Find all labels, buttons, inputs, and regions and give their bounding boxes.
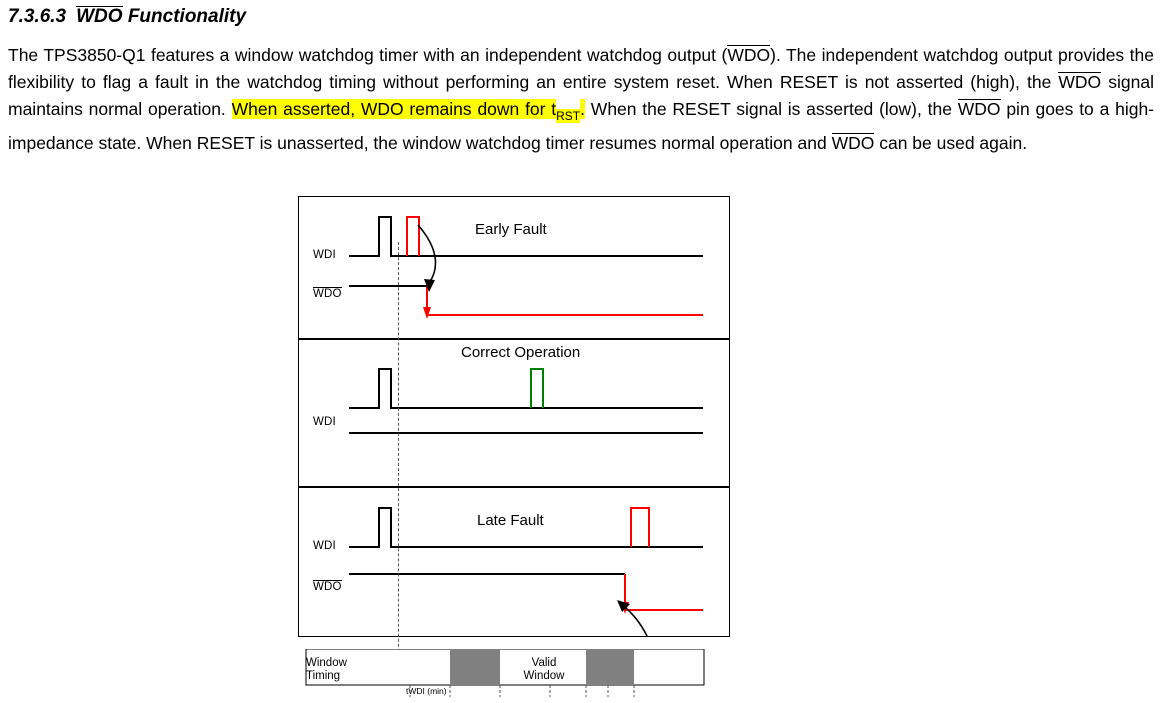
late-wdo-label: WDO xyxy=(313,581,342,593)
paragraph-segment: WDO xyxy=(727,45,771,65)
section-number: 7.3.6.3 xyxy=(8,6,67,27)
body-paragraph xyxy=(8,42,1154,157)
valid-window-label xyxy=(506,657,582,683)
paragraph-segment: . xyxy=(580,99,586,119)
paragraph-segment: RST xyxy=(556,108,581,123)
late-fault-waveform xyxy=(299,488,731,638)
correct-wdi-label: WDI xyxy=(313,416,336,428)
paragraph-segment: can be used again. xyxy=(874,132,1028,153)
paragraph-segment: WDO xyxy=(831,132,875,153)
paragraph-segment: signal maintains normal operation. xyxy=(8,72,1154,119)
paragraph-segment: When the RESET signal is asserted (low), the xyxy=(585,99,958,119)
panel-window-timing xyxy=(298,649,730,699)
correct-operation-title: Correct Operation xyxy=(461,344,581,361)
paragraph-segment: When asserted, WDO remains down for t xyxy=(231,99,557,119)
window-timing-label xyxy=(306,657,347,683)
paragraph-segment: The TPS3850-Q1 features a window watchdog timer with an independent watchdog output ( xyxy=(8,45,728,65)
early-fault-waveform xyxy=(299,197,731,340)
late-fault-title: Late Fault xyxy=(477,512,544,529)
paragraph-segment: WDO xyxy=(1058,72,1102,92)
paragraph-segment: WDO xyxy=(957,99,1001,119)
panel-late-fault xyxy=(298,487,730,637)
panel-early-fault xyxy=(298,196,730,339)
section-heading xyxy=(8,6,246,28)
window-timing-label-line1: Window xyxy=(306,657,347,669)
reference-dashed-line xyxy=(398,242,399,697)
section-title-rest: Functionality xyxy=(122,6,247,27)
section-title-overline: WDO xyxy=(76,6,123,27)
window-timing-label-line2: Timing xyxy=(306,670,341,682)
correct-operation-waveform xyxy=(299,340,731,488)
early-wdo-label: WDO xyxy=(313,288,342,300)
valid-window-line1: Valid xyxy=(531,657,557,669)
valid-window-line2: Window xyxy=(523,670,565,682)
paragraph-segment: pin goes to a high-impedance state. When RESET is unasserted, the window watchdog timer resumes normal operation and xyxy=(8,99,1155,153)
timing-diagram-figure xyxy=(298,196,732,699)
late-wdi-label: WDI xyxy=(313,540,336,552)
early-fault-title: Early Fault xyxy=(475,221,547,238)
twdi-min-tick-label: tWDI (min) xyxy=(406,686,447,696)
early-wdi-label: WDI xyxy=(313,249,336,261)
paragraph-segment: ). The independent watchdog output provides the flexibility to flag a fault in the watchdog timing without performing an entire system reset. When RESET is not asserted (high), the xyxy=(8,45,1154,92)
panel-correct-operation xyxy=(298,339,730,487)
